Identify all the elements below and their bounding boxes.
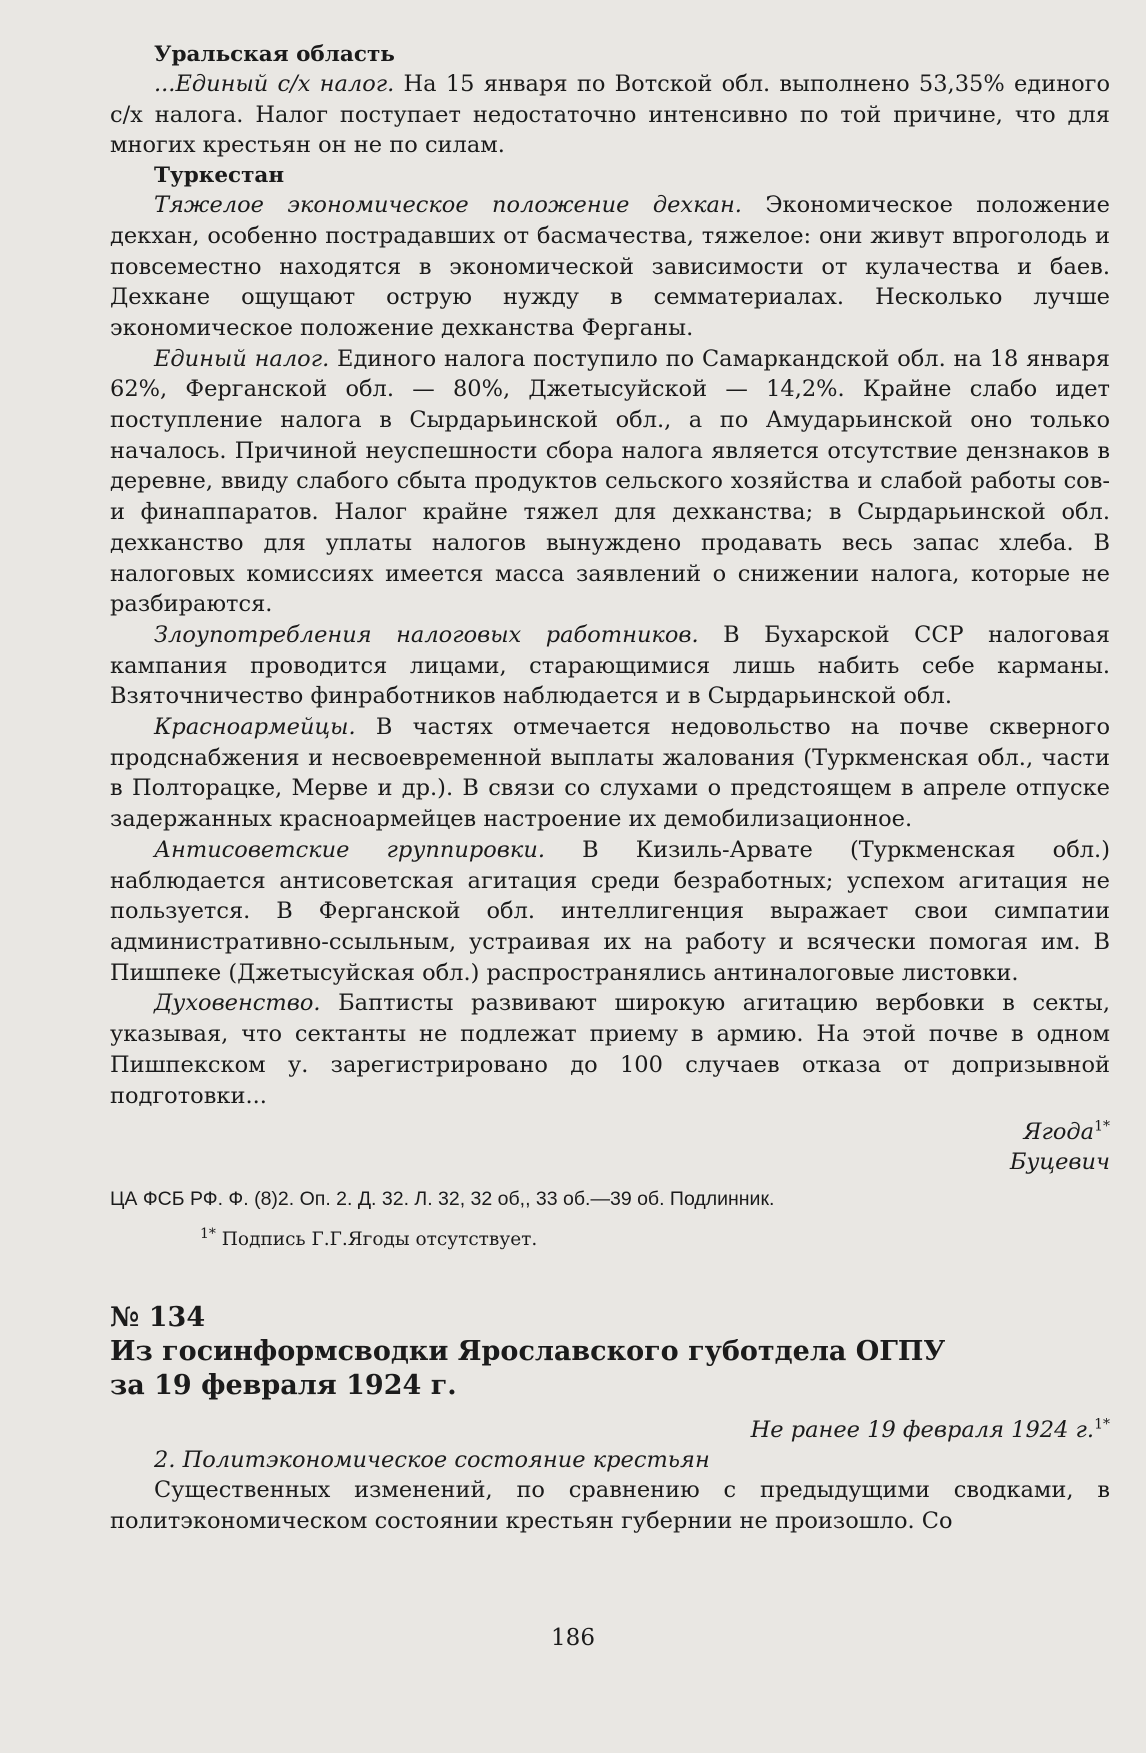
paragraph-lead: ...Единый с/х налог.	[154, 71, 395, 97]
signature-yagoda	[110, 1117, 1110, 1147]
page-number: 186	[551, 1625, 595, 1651]
document-date	[110, 1415, 1110, 1445]
paragraph-text: На 15 января по Вотской обл. выполнено 53,35% единого с/х налога. Налог поступает недостаточно интенсивно по той причине, что для многих крестьян он не по силам.	[110, 71, 1110, 159]
document-heading	[110, 1301, 1110, 1403]
paragraph-ural-tax	[110, 69, 1110, 161]
paragraph-tax-abuse	[110, 620, 1110, 712]
paragraph-economic-situation	[110, 190, 1110, 344]
paragraph-text: Единого налога поступило по Самаркандской обл. на 18 января 62%, Ферганской обл. — 80%, Джетысуйской — 14,2%. Крайне слабо идет поступление налога в Сырдарьинской обл., а по Амударьинской оно только началось. Причиной неуспешности сбора налога является отсутствие дензнаков в деревне, ввиду слабого сбыта продуктов сельского хозяйства и слабой работы сов- и финаппаратов. Налог крайне тяжел для дехканства; в Сырдарьинской обл. дехканство для уплаты налогов вынуждено продавать весь запас хлеба. В налоговых комиссиях имеется масса заявлений о снижении налога, которые не разбираются.	[110, 345, 1110, 618]
paragraph-red-army	[110, 712, 1110, 835]
paragraph-lead: Духовенство.	[154, 990, 321, 1017]
paragraph-lead: Тяжелое экономическое положение дехкан.	[154, 192, 742, 219]
paragraph-clergy	[110, 988, 1110, 1111]
section-title: 2. Политэкономическое состояние крестьян	[154, 1447, 710, 1474]
document-page	[110, 40, 1110, 1537]
section-paragraph: Существенных изменений, по сравнению с предыдущими сводками, в политэкономическом состоянии крестьян губернии не произошло. Со	[110, 1477, 1110, 1534]
footnote-text: Подпись Г.Г.Ягоды отсутствует.	[215, 1229, 538, 1251]
paragraph-text: В Бухарской ССР налоговая кампания проводится лицами, старающимися лишь набить себе карманы. Взяточничество финработников наблюдается и в Сырдарьинской обл.	[110, 621, 1111, 710]
document-title-line1: Из госинформсводки Ярославского губотдела ОГПУ	[110, 1336, 946, 1368]
region-title-ural: Уральская область	[154, 42, 395, 67]
paragraph-lead: Злоупотребления налоговых работников.	[154, 621, 699, 648]
signature-name: Ягода	[1023, 1119, 1095, 1146]
paragraph-lead: Единый налог.	[154, 345, 330, 372]
paragraph-single-tax	[110, 344, 1110, 620]
footnote-mark: 1*	[1094, 1118, 1110, 1135]
paragraph-text: В частях отмечается недовольство на почве скверного продснабжения и несвоевременной выплаты жалования (Туркменская обл., части в Полторацке, Мерве и др.). В связи со слухами о предстоящем в апреле отпуске задержанных красноармейцев настроение их демобилизационное.	[110, 714, 1110, 833]
document-title-line2: за 19 февраля 1924 г.	[110, 1370, 457, 1402]
footnote	[200, 1227, 1110, 1253]
paragraph-text: Экономическое положение декхан, особенно пострадавших от басмачества, тяжелое: они живут впроголодь и повсеместно находятся в экономической зависимости от кулачества и баев. Дехкане ощущают острую нужду в семматериалах. Несколько лучше экономическое положение дехканства Ферганы.	[110, 192, 1110, 341]
date-text: Не ранее 19 февраля 1924 г.	[750, 1417, 1095, 1444]
paragraph-lead: Антисоветские группировки.	[154, 836, 545, 863]
footnote-mark: 1*	[200, 1226, 216, 1243]
signature-name: Буцевич	[1009, 1149, 1110, 1176]
footnote-mark: 1*	[1094, 1416, 1110, 1433]
document-number: № 134	[110, 1302, 206, 1334]
paragraph-anti-soviet	[110, 835, 1110, 989]
region-title-turkestan: Туркестан	[154, 163, 285, 189]
signature-butsevich	[110, 1147, 1110, 1177]
paragraph-lead: Красноармейцы.	[154, 714, 356, 741]
paragraph-text: Баптисты развивают широкую агитацию вербовки в секты, указывая, что сектанты не подлежат приему в армию. На этой почве в одном Пишпекском у. зарегистрировано до 100 случаев отказа от допризывной подготовки...	[110, 990, 1110, 1109]
archive-source: ЦА ФСБ РФ. Ф. (8)2. Оп. 2. Д. 32. Л. 32, 32 об,, 33 об.—39 об. Подлинник.	[110, 1188, 775, 1211]
paragraph-text: В Кизиль-Арвате (Туркменская обл.) наблюдается антисоветская агитация среди безработных; успехом агитация не пользуется. В Ферганской обл. интеллигенция выражает свои симпатии административно-ссыльным, устраивая их на работу и всячески помогая им. В Пишпеке (Джетысуйская обл.) распространялись антиналоговые листовки.	[110, 836, 1110, 986]
